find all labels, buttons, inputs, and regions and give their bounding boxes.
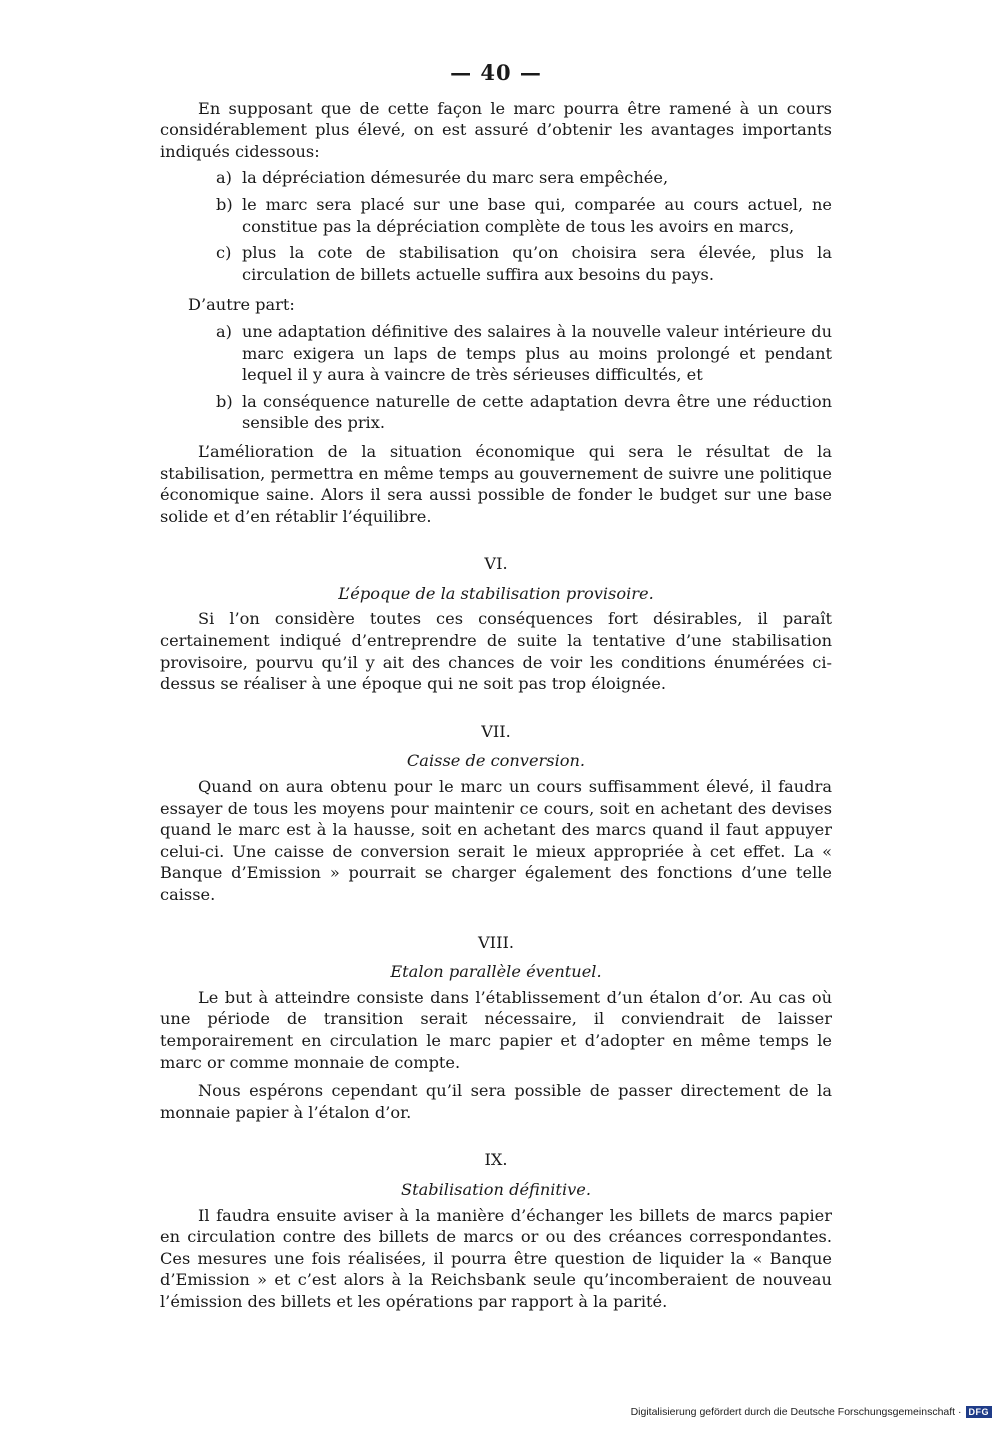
list-item-label: b) <box>216 391 233 411</box>
section-title: Etalon parallèle éventuel. <box>390 962 602 982</box>
list-item <box>216 391 832 434</box>
list-item-text: plus la cote de stabilisation qu’on choisira sera élevée, plus la circulation de billets actuelle suffira aux besoins du pays. <box>242 243 832 284</box>
section-title: Caisse de conversion. <box>406 751 586 771</box>
list-item-label: b) <box>216 194 233 214</box>
intro-paragraph: En supposant que de cette façon le marc pourra être ramené à un cours considérablement plus élevé, on est assuré d’obtenir les avantages importants indiqués cidessous: <box>160 98 832 161</box>
section-number: VII. <box>481 721 511 741</box>
section-paragraph: Si l’on considère toutes ces conséquences fort désirables, il paraît certainement indiqué d’entreprendre de suite la tentative d’une stabilisation provisoire, pourvu qu’il y ait des chances de voir les conditions énumérées ci-dessus se réaliser à une époque qui ne soit pas trop éloignée. <box>160 609 832 694</box>
section-paragraph: Il faudra ensuite aviser à la manière d’échanger les billets de marcs papier en circulation contre des billets de marcs or ou des créances correspondantes. Ces mesures une fois réalisées, il pourra être question de liquider la « Banque d’Emission » et c’est alors à la Reichsbank seule qu’incomberaient de nouveau l’émission des billets et les opérations par rapport à la parité. <box>160 1205 832 1311</box>
section-paragraph: Quand on aura obtenu pour le marc un cours suffisamment élevé, il faudra essayer de tous les moyens pour maintenir ce cours, soit en achetant des devises quand le marc est à la hausse, soit en achetant des marcs quand il faut appuyer celui-ci. Une caisse de conversion serait le mieux appropriée à cet effet. La « Banque d’Emission » pourrait se charger également des fonctions d’une telle caisse. <box>160 777 832 904</box>
list-item-text: la conséquence naturelle de cette adaptation devra être une réduction sensible des prix. <box>242 391 832 433</box>
section-title: L’époque de la stabilisation provisoire. <box>338 583 654 603</box>
section-title: Stabilisation définitive. <box>401 1179 591 1199</box>
section-number: VIII. <box>477 932 515 952</box>
list-item <box>216 321 832 386</box>
digitization-footer <box>631 1406 992 1418</box>
list-item-label: a) <box>216 168 232 188</box>
document-page <box>160 62 832 1313</box>
section-viii <box>160 932 832 1124</box>
section-paragraph: Nous espérons cependant qu’il sera possible de passer directement de la monnaie papier à l’étalon d’or. <box>160 1081 832 1122</box>
section-vii <box>160 721 832 906</box>
list-item-label: c) <box>216 243 232 263</box>
section-number: VI. <box>484 554 508 574</box>
list-item-text: une adaptation définitive des salaires à la nouvelle valeur intérieure du marc exigera un laps de temps plus au moins prolongé et pendant lequel il y aura à vaincre de très sérieuses difficultés, et <box>242 321 832 385</box>
page-number: — 40 — <box>450 60 542 85</box>
section-paragraph: Le but à atteindre consiste dans l’établissement d’un étalon d’or. Au cas où une période de transition serait nécessaire, il conviendrait de laisser temporairement en circulation le marc papier et d’adopter en même temps le marc or comme monnaie de compte. <box>160 987 832 1072</box>
list-item-text: la dépréciation démesurée du marc sera empêchée, <box>242 168 669 188</box>
list-item <box>216 194 832 237</box>
section-ix <box>160 1149 832 1312</box>
list-item-text: le marc sera placé sur une base qui, comparée au cours actuel, ne constitue pas la dépréciation complète de tous les avoirs en marcs, <box>242 194 832 236</box>
footer-text: Digitalisierung gefördert durch die Deutsche Forschungsgemeinschaft · <box>630 1406 962 1418</box>
list-item-label: a) <box>216 321 232 341</box>
list-item <box>216 242 832 285</box>
dfg-logo: DFG <box>966 1406 993 1418</box>
section-vi <box>160 553 832 695</box>
conclusion-paragraph: L’amélioration de la situation économique qui sera le résultat de la stabilisation, permettra en même temps au gouvernement de suivre une politique économique saine. Alors il sera aussi possible de fonder le budget sur une base solide et d’en rétablir l’équilibre. <box>160 441 832 526</box>
section-number: IX. <box>484 1150 508 1170</box>
list-item <box>216 167 832 189</box>
other-side-lead: D’autre part: <box>188 295 295 315</box>
other-side-list <box>160 321 832 434</box>
advantages-list <box>160 167 832 285</box>
